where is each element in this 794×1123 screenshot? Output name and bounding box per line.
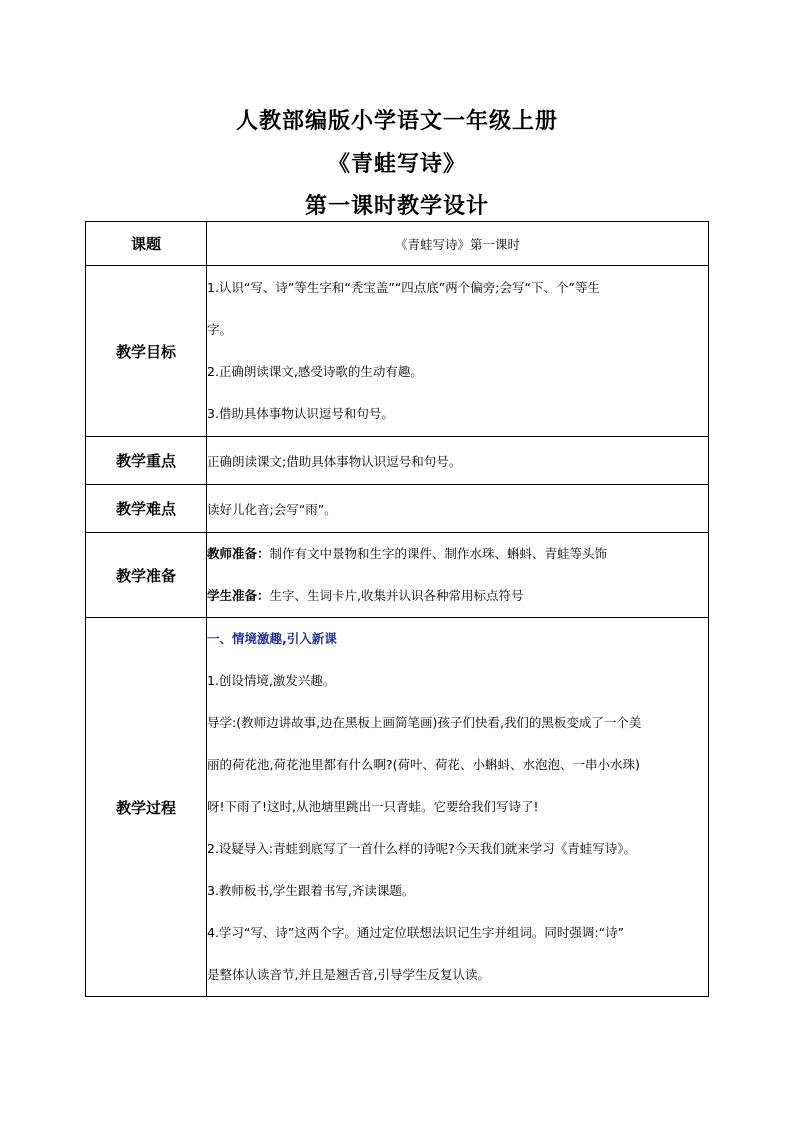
preparation-label: 教学准备: [86, 533, 207, 618]
table-row-process: [86, 618, 709, 997]
key-points-label: 教学重点: [86, 437, 207, 485]
goal-line: 2.正确朗读课文,感受诗歌的生动有趣。: [207, 364, 423, 379]
table-row-preparation: [86, 533, 709, 618]
process-line: 呀!下雨了!这时,从池塘里跳出一只青蛙。它要给我们写诗了!: [207, 799, 539, 814]
process-line: 导学:(教师边讲故事,边在黑板上画简笔画)孩子们快看,我们的黑板变成了一个美: [207, 715, 642, 730]
process-line: 丽的荷花池,荷花池里都有什么啊?(荷叶、荷花、小蝌蚪、水泡泡、一串小水珠): [207, 757, 640, 772]
lesson-plan-table: [85, 221, 709, 997]
teacher-prep-line: [207, 533, 708, 575]
preparation-content: [207, 533, 709, 618]
process-line: 1.创设情境,激发兴趣。: [207, 673, 336, 688]
goal-line: 1.认识“写、诗”等生字和“秃宝盖”“四点底”两个偏旁;会写“下、个”等生: [207, 280, 600, 295]
topic-value: 《青蛙写诗》第一课时: [207, 222, 709, 266]
goal-line: 字。: [207, 322, 233, 337]
teacher-prep-value: 制作有文中景物和生字的课件、制作水珠、蝌蚪、青蛙等头饰: [269, 546, 608, 561]
process-section-heading: 一、情境激趣,引入新课: [207, 631, 337, 646]
process-content: [207, 618, 709, 997]
design-title: 第一课时教学设计: [304, 194, 489, 219]
table-row-difficulties: [86, 485, 709, 533]
student-prep-label: 学生准备：: [207, 588, 270, 603]
table-row-key-points: [86, 437, 709, 485]
goals-content: [207, 266, 709, 437]
process-line: 3.教师板书,学生跟着书写,齐读课题。: [207, 883, 415, 898]
process-line: 4.学习“写、诗”这两个字。通过定位联想法识记生字并组词。同时强调:“诗”: [207, 925, 625, 940]
table-row-topic: [86, 222, 709, 266]
goals-label: 教学目标: [86, 266, 207, 437]
process-line: 是整体认读音节,并且是翘舌音,引导学生反复认读。: [207, 967, 490, 982]
document-title: 人教部编版小学语文一年级上册: [235, 109, 558, 134]
lesson-title: 《青蛙写诗》: [327, 152, 466, 177]
table-row-goals: [86, 266, 709, 437]
student-prep-value: 生字、生词卡片,收集并认识各种常用标点符号: [269, 588, 524, 603]
teacher-prep-label: 教师准备：: [207, 546, 270, 561]
process-label: 教学过程: [86, 618, 207, 997]
key-points-value: 正确朗读课文;借助具体事物认识逗号和句号。: [207, 437, 709, 485]
student-prep-line: [207, 575, 708, 617]
process-line: 2.设疑导入:青蛙到底写了一首什么样的诗呢?今天我们就来学习《青蛙写诗》。: [207, 841, 637, 856]
topic-label: 课题: [86, 222, 207, 266]
goal-line: 3.借助具体事物认识逗号和句号。: [207, 406, 394, 421]
difficulties-label: 教学难点: [86, 485, 207, 533]
difficulties-value: 读好儿化音;会写“雨”。: [207, 485, 709, 533]
